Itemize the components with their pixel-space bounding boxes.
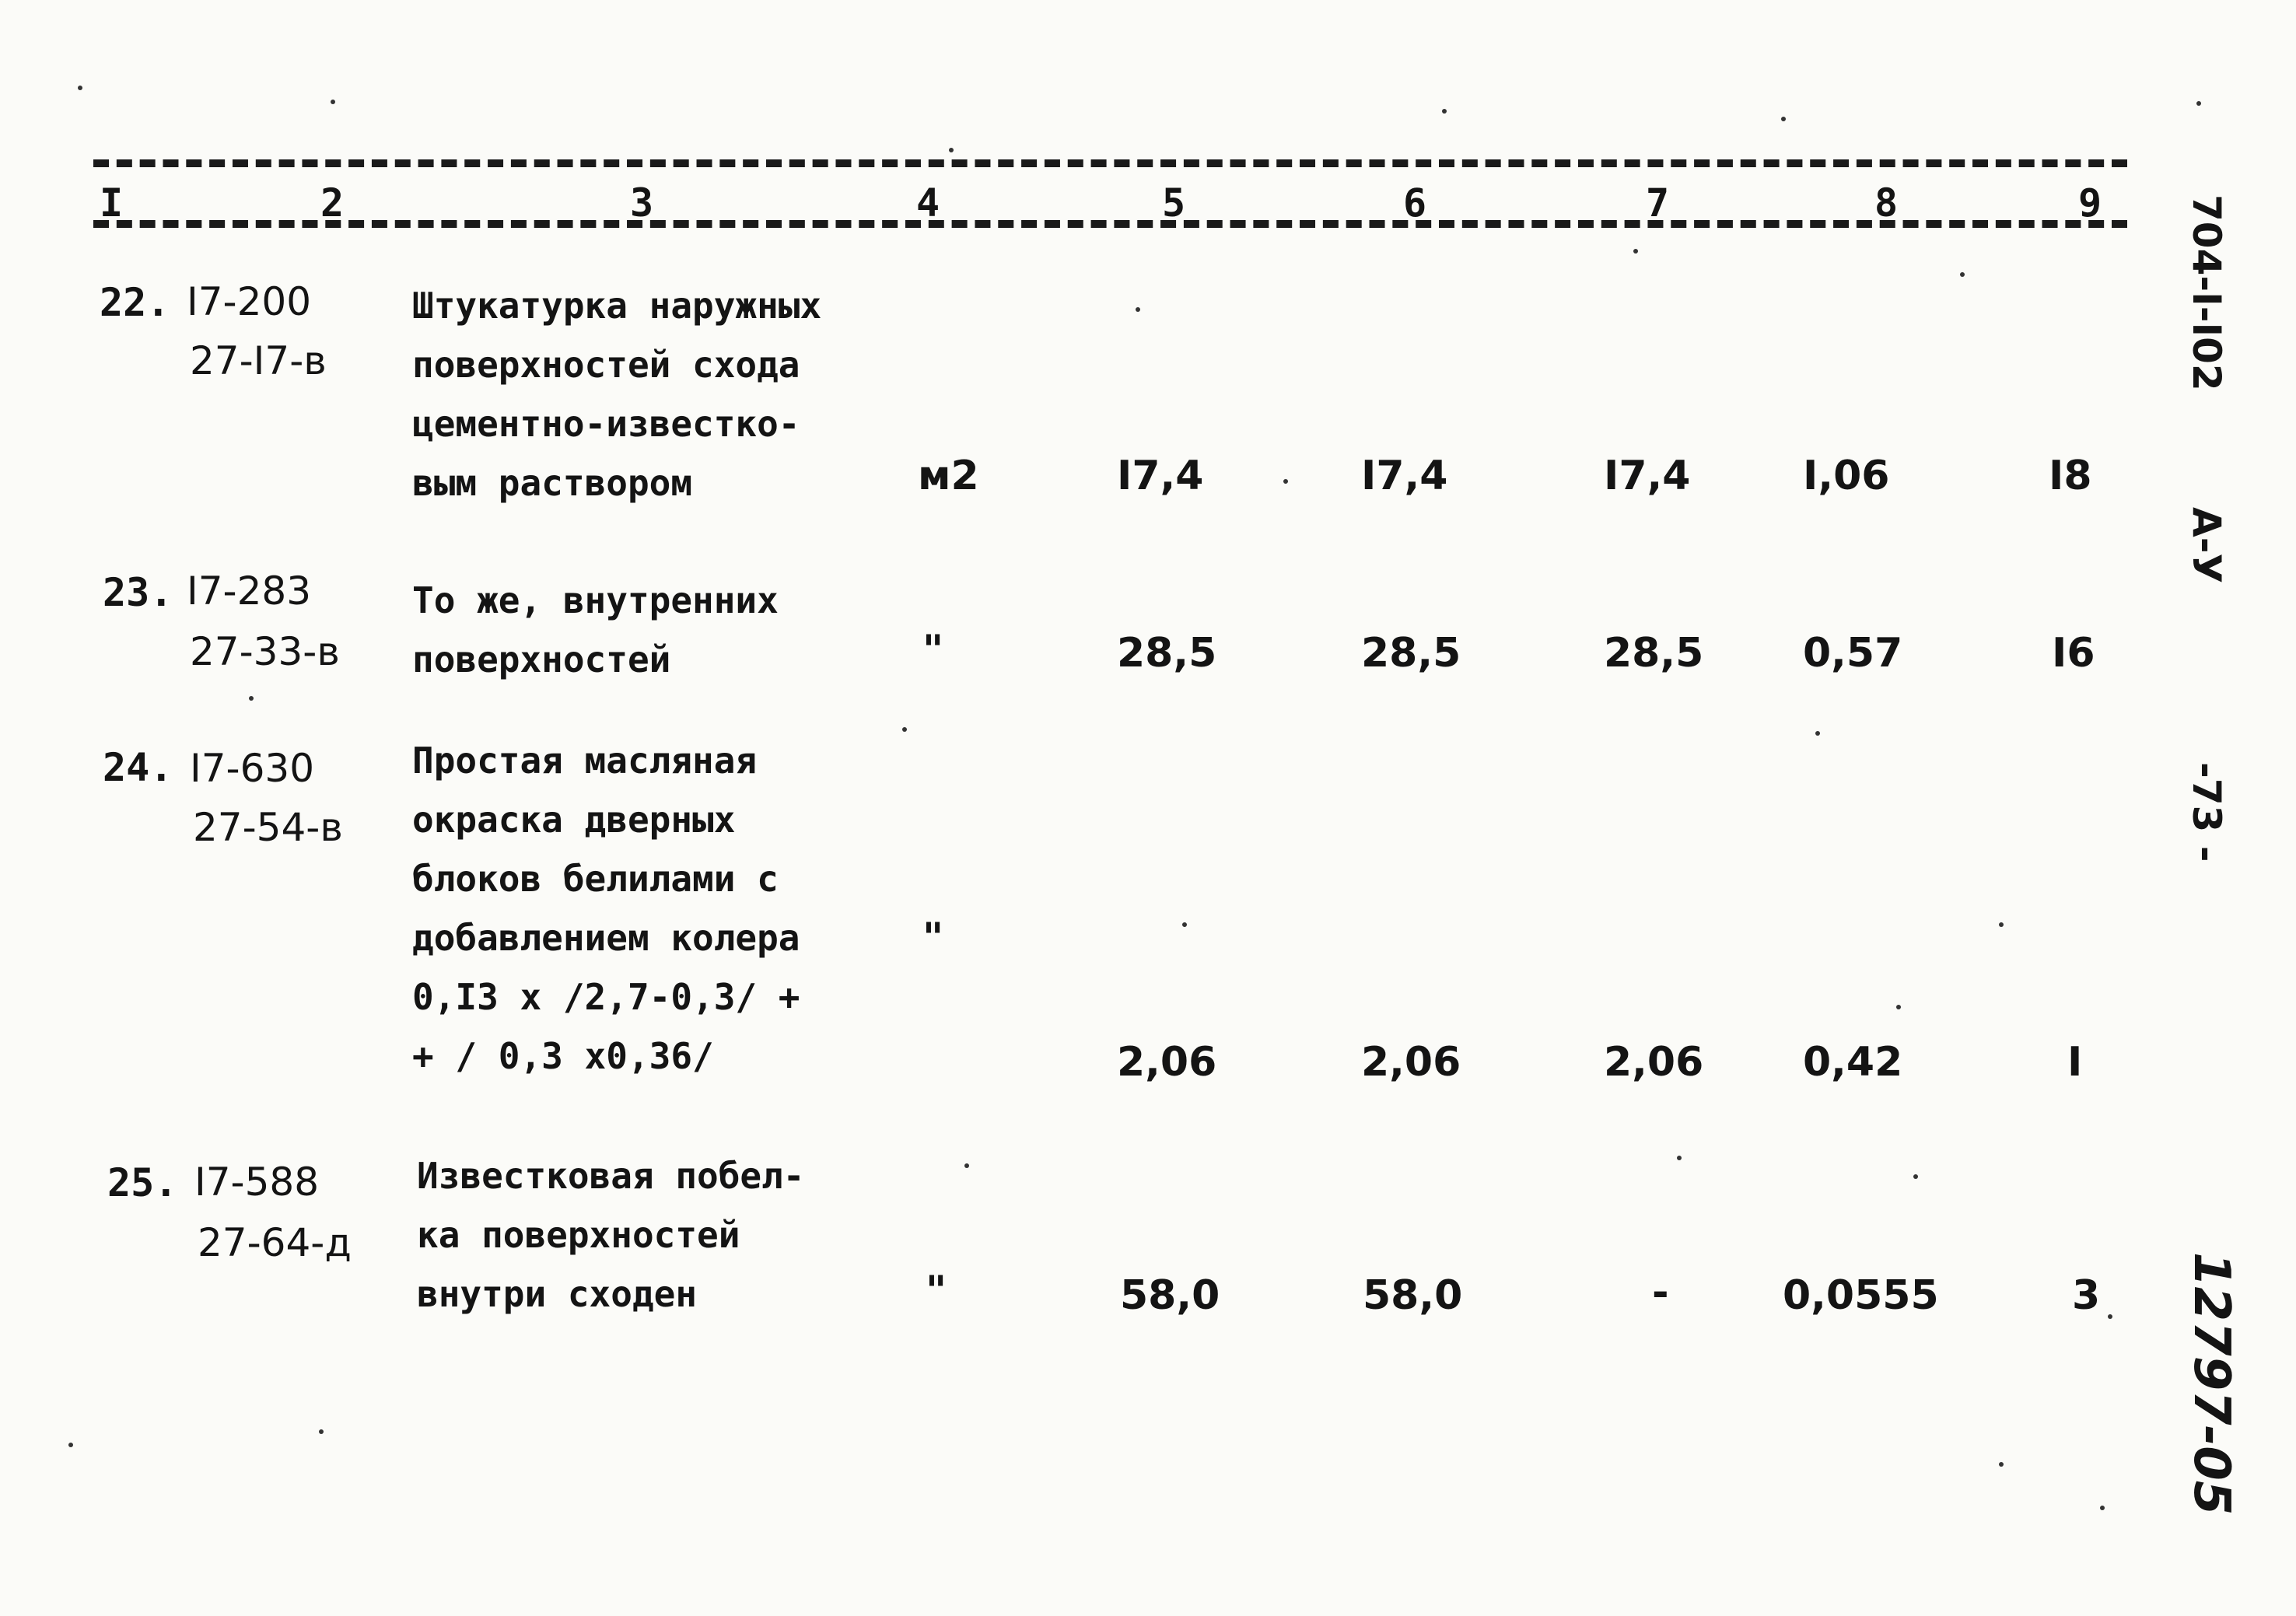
scan-speck [1960, 272, 1965, 277]
scan-speck [2196, 101, 2201, 106]
col-header-5: 5 [1162, 180, 1186, 226]
row-col7: 28,5 [1604, 630, 1704, 677]
row-description-line: То же, внутренних [412, 579, 779, 621]
row-col9: I6 [2052, 630, 2095, 677]
row-col8: I,06 [1803, 453, 1890, 499]
row-number: 23. [103, 570, 173, 615]
scan-speck [1815, 731, 1820, 736]
row-code-2: 27-33-в [190, 629, 340, 674]
scan-speck [2100, 1506, 2105, 1510]
row-code-1: I7-630 [190, 746, 315, 791]
row-col5: 2,06 [1117, 1039, 1217, 1086]
row-description-line: Штукатурка наружных [412, 285, 822, 327]
scan-speck [319, 1429, 324, 1434]
row-description-line: ка поверхностей [417, 1214, 740, 1256]
row-code-1: I7-283 [187, 568, 312, 614]
scan-speck [249, 696, 254, 701]
col-header-2: 2 [320, 180, 345, 226]
row-number: 25. [107, 1160, 178, 1205]
scan-speck [1677, 1156, 1682, 1160]
row-code-2: 27-I7-в [190, 338, 327, 383]
row-description-line: цементно-известко- [412, 403, 800, 445]
row-description-line: добавлением колера [412, 917, 800, 959]
col-header-7: 7 [1646, 180, 1670, 226]
row-description-line: Простая масляная [412, 740, 758, 782]
row-col8: 0,0555 [1783, 1272, 1939, 1319]
row-number: 22. [100, 280, 170, 325]
row-col7: 2,06 [1604, 1039, 1704, 1086]
scan-speck [1182, 922, 1187, 927]
row-col9: I [2067, 1039, 2083, 1086]
row-col6: 28,5 [1361, 630, 1461, 677]
col-header-6: 6 [1403, 180, 1427, 226]
scan-speck [1283, 479, 1288, 484]
row-col9: I8 [2049, 453, 2092, 499]
scan-speck [1896, 1005, 1901, 1009]
scan-speck [1442, 109, 1447, 114]
row-col9: 3 [2072, 1272, 2101, 1319]
row-code-1: I7-588 [194, 1160, 320, 1205]
scan-speck [964, 1163, 969, 1168]
col-header-1: I [100, 180, 124, 226]
row-code-2: 27-54-в [193, 805, 343, 850]
margin-inventory-number: 12797-05 [2182, 1252, 2240, 1516]
scan-speck [1781, 117, 1786, 121]
row-description-line: окраска дверных [412, 799, 736, 841]
col-header-8: 8 [1874, 180, 1899, 226]
row-description-line: + / 0,3 x0,36/ [412, 1035, 714, 1077]
row-col6: I7,4 [1361, 453, 1448, 499]
row-unit: " [922, 915, 944, 961]
scan-speck [1913, 1174, 1918, 1179]
row-description-line: поверхностей [412, 638, 671, 680]
row-description-line: блоков белилами с [412, 858, 779, 900]
row-col5: 58,0 [1120, 1272, 1220, 1319]
row-description-line: Известковая побел- [417, 1155, 805, 1197]
header-top-rule [93, 159, 2127, 167]
row-unit: м2 [918, 453, 979, 499]
row-col6: 2,06 [1361, 1039, 1461, 1086]
header-bottom-rule [93, 220, 2127, 228]
scan-speck [1999, 1462, 2004, 1467]
row-unit: " [922, 627, 944, 673]
row-col5: I7,4 [1117, 453, 1204, 499]
row-col8: 0,57 [1803, 630, 1903, 677]
margin-sheet: А-У [2184, 507, 2229, 583]
row-col5: 28,5 [1117, 630, 1217, 677]
scan-speck [1633, 249, 1638, 254]
scan-speck [331, 100, 335, 104]
col-header-3: 3 [630, 180, 654, 226]
row-description-line: внутри сходен [417, 1273, 698, 1315]
scan-speck [902, 727, 907, 732]
margin-doc-code: 704-I-I02 [2184, 194, 2229, 391]
scan-speck [78, 86, 82, 90]
scan-speck [1999, 922, 2004, 927]
row-col7: - [1652, 1269, 1669, 1316]
scan-speck [2108, 1314, 2112, 1319]
col-header-9: 9 [2078, 180, 2102, 226]
margin-page-number: -73 - [2184, 762, 2229, 862]
row-description-line: 0,I3 x /2,7-0,3/ + [412, 976, 800, 1018]
row-col7: I7,4 [1604, 453, 1691, 499]
row-col6: 58,0 [1363, 1272, 1463, 1319]
row-description-line: поверхностей схода [412, 344, 800, 386]
col-header-4: 4 [916, 180, 940, 226]
row-number: 24. [103, 745, 173, 790]
scan-speck [68, 1443, 73, 1447]
scan-speck [1136, 307, 1140, 312]
row-unit: " [926, 1268, 947, 1314]
scan-speck [949, 148, 954, 152]
row-description-line: вым раствором [412, 462, 693, 504]
row-code-2: 27-64-д [198, 1220, 352, 1265]
row-col8: 0,42 [1803, 1039, 1903, 1086]
row-code-1: I7-200 [187, 279, 312, 324]
